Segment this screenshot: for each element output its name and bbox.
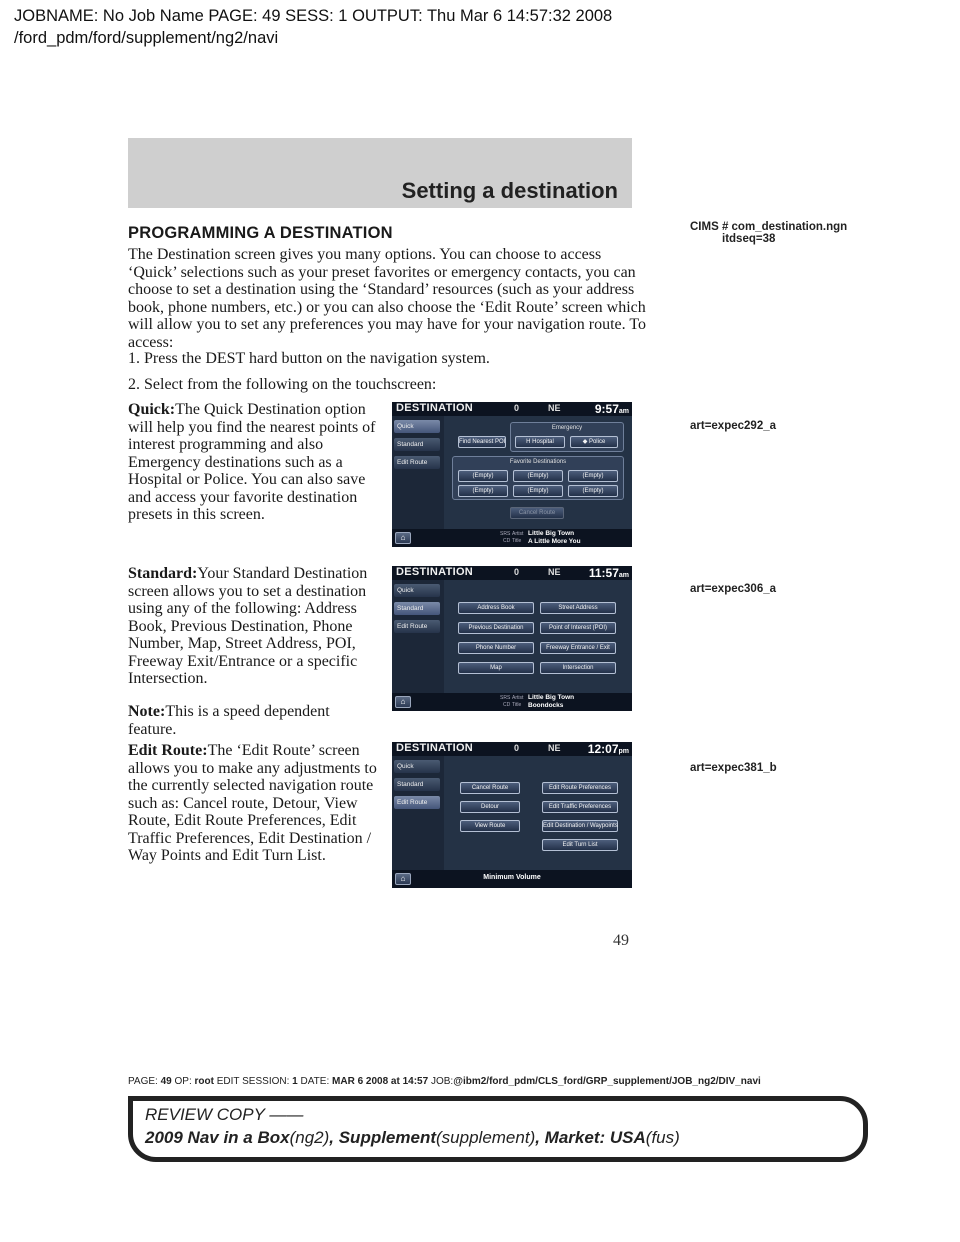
police-label: Police	[588, 439, 606, 445]
job-header-line1: JOBNAME: No Job Name PAGE: 49 SESS: 1 OUTPUT: Thu Mar 6 14:57:32 2008	[14, 7, 613, 25]
home-icon[interactable]: ⌂	[395, 532, 411, 544]
source-line-2: CD	[503, 537, 511, 544]
meta-job-value: @ibm2/ford_pdm/CLS_ford/GRP_supplement/JOB_ng2/DIV_navi	[453, 1076, 761, 1087]
title-key: Title	[512, 537, 522, 544]
edit-route-description	[128, 742, 378, 865]
edit-traffic-preferences-button[interactable]: Edit Traffic Preferences	[542, 801, 618, 813]
job-header-path: /ford_pdm/ford/supplement/ng2/navi	[14, 29, 279, 47]
review-product: 2009 Nav in a Box	[145, 1128, 290, 1147]
favorites-label: Favorite Destinations	[509, 459, 567, 465]
tab-edit-route[interactable]: Edit Route	[394, 620, 440, 633]
now-playing-keys	[512, 531, 523, 544]
edit-term: Edit Route:	[128, 742, 208, 759]
page-number: 49	[613, 932, 629, 949]
now-playing-values	[528, 530, 581, 545]
tab-quick[interactable]: Quick	[394, 584, 440, 597]
freeway-entrance-exit-button[interactable]: Freeway Entrance / Exit	[540, 642, 616, 654]
compass-indicator: NE	[548, 403, 561, 413]
clock	[588, 742, 629, 756]
quick-description	[128, 401, 378, 524]
street-address-button[interactable]: Street Address	[540, 602, 616, 614]
volume-status: Minimum Volume	[483, 874, 541, 881]
review-supplement: Supplement	[338, 1128, 437, 1147]
source-line-1: SRS	[500, 695, 511, 701]
artist-value: Little Big Town	[528, 694, 575, 701]
print-meta-line	[128, 1076, 761, 1087]
compass-indicator: NE	[548, 567, 561, 577]
artist-value: Little Big Town	[528, 530, 575, 537]
previous-destination-button[interactable]: Previous Destination	[458, 622, 534, 634]
detour-button[interactable]: Detour	[460, 801, 520, 813]
clock-time: 9:57	[594, 402, 619, 416]
meta-op-label: OP:	[174, 1076, 192, 1087]
section-title: Setting a destination	[401, 178, 618, 203]
phone-number-button[interactable]: Phone Number	[458, 642, 534, 654]
intro-paragraph: The Destination screen gives you many options. You can choose to access ‘Quick’ selections such as your preset favorites or emergency contacts, you can choose to set a destination using the ‘Standard’ resources (such as your address book, phone numbers, etc.) or you can also choose the ‘Edit Route’ screen which will allow you to set any preferences you may have for your navigation route. To access:	[128, 246, 646, 351]
screen-footer	[392, 870, 632, 888]
review-market: USA	[609, 1128, 646, 1147]
review-supplement-code: (supplement)	[436, 1128, 536, 1147]
step-2: 2. Select from the following on the touchscreen:	[128, 376, 437, 393]
favorite-slot-3[interactable]: (Empty)	[568, 470, 618, 482]
address-book-button[interactable]: Address Book	[458, 602, 534, 614]
clock-ampm: am	[618, 408, 629, 415]
section-banner	[128, 138, 632, 208]
art-label-quick: art=expec292_a	[690, 420, 777, 432]
meta-date-label: DATE:	[300, 1076, 330, 1087]
title-value: Boondocks	[528, 701, 564, 709]
screen-header	[392, 742, 632, 756]
edit-text: The ‘Edit Route’ screen allows you to make any adjustments to the currently selected navigation route such as: Cancel route, Detour, View Route, Edit Route Preferences, Edit Traffic Preferences, Edit Destination / Way Points and Edit Turn List.	[128, 742, 377, 864]
step-1: 1. Press the DEST hard button on the navigation system.	[128, 350, 490, 367]
title-key: Title	[512, 701, 522, 708]
screen-title: DESTINATION	[396, 566, 474, 578]
art-label-edit: art=expec381_b	[690, 762, 777, 774]
standard-destination-screen	[392, 566, 632, 711]
tab-quick[interactable]: Quick	[394, 760, 440, 773]
quick-text: The Quick Destination option will help you find the nearest points of interest programming and also Emergency destinations such as a Hospital or Police. You can also save and access your favorite destination presets in this screen.	[128, 401, 376, 523]
meta-session-value: 1	[292, 1076, 298, 1087]
clock-ampm: pm	[618, 748, 629, 755]
hospital-label: Hospital	[532, 439, 554, 445]
meta-session-label: EDIT SESSION:	[216, 1076, 290, 1087]
clock	[595, 402, 629, 416]
favorite-slot-2[interactable]: (Empty)	[513, 470, 563, 482]
meta-page-value: 49	[160, 1076, 172, 1087]
hospital-icon: H	[526, 439, 533, 445]
home-icon[interactable]: ⌂	[395, 873, 411, 885]
tab-quick[interactable]: Quick	[394, 420, 440, 433]
review-copy-label: REVIEW COPY ——	[145, 1105, 304, 1124]
standard-term: Standard:	[128, 565, 198, 582]
now-playing-keys	[512, 695, 523, 708]
tab-standard[interactable]: Standard	[394, 778, 440, 791]
art-label-standard: art=expec306_a	[690, 583, 777, 595]
status-zero: 0	[514, 403, 520, 413]
screen-tabs	[392, 416, 444, 530]
meta-date-value: MAR 6 2008 at 14:57	[332, 1076, 429, 1087]
screen-header	[392, 566, 632, 580]
note-text: This is a speed dependent feature.	[128, 703, 330, 738]
screen-footer	[392, 693, 632, 711]
review-separator-1: ,	[329, 1128, 339, 1147]
tab-standard[interactable]: Standard	[394, 438, 440, 451]
artist-key: Artist	[512, 695, 524, 701]
now-playing-values	[528, 694, 574, 709]
audio-source	[500, 695, 510, 708]
favorite-slot-4[interactable]: (Empty)	[458, 485, 508, 497]
cancel-route-button[interactable]: Cancel Route	[460, 782, 520, 794]
review-market-code: (fus)	[645, 1128, 680, 1147]
screen-tabs	[392, 580, 444, 694]
artist-key: Artist	[512, 531, 524, 537]
main-heading: PROGRAMMING A DESTINATION	[128, 224, 393, 242]
police-icon: ◆	[582, 439, 589, 445]
meta-job-label: JOB:	[430, 1076, 454, 1087]
meta-op-value: root	[194, 1076, 214, 1087]
map-button[interactable]: Map	[458, 662, 534, 674]
clock-time: 11:57	[588, 566, 619, 580]
favorite-slot-6[interactable]: (Empty)	[568, 485, 618, 497]
title-value: A Little More You	[528, 537, 581, 545]
screen-title: DESTINATION	[396, 402, 474, 414]
screen-title: DESTINATION	[396, 742, 474, 754]
edit-turn-list-button[interactable]: Edit Turn List	[542, 839, 618, 851]
cims-label: CIMS # com_destination.ngn	[690, 221, 848, 233]
audio-source	[500, 531, 510, 544]
standard-text: Your Standard Destination screen allows you to set a destination using any of the following: Address Book, Previous Destination, Phone Number, Map, Street Address, POI, Freeway Exit/Entrance or a specific Intersection.	[128, 565, 368, 687]
edit-route-screen	[392, 742, 632, 888]
source-line-1: SRS	[500, 531, 511, 537]
note-description	[128, 703, 378, 738]
hospital-button[interactable]	[515, 436, 565, 448]
edit-route-preferences-button[interactable]: Edit Route Preferences	[542, 782, 618, 794]
tab-edit-route[interactable]: Edit Route	[394, 456, 440, 469]
clock-ampm: am	[618, 572, 629, 579]
meta-page-label: PAGE:	[128, 1076, 158, 1087]
clock	[589, 566, 629, 580]
poi-button[interactable]: Point of Interest (POI)	[540, 622, 616, 634]
edit-destination-waypoints-button[interactable]: Edit Destination / Waypoints	[542, 820, 618, 832]
screen-footer	[392, 529, 632, 547]
source-line-2: CD	[503, 701, 511, 708]
favorite-slot-5[interactable]: (Empty)	[513, 485, 563, 497]
review-separator-2: , Market:	[535, 1128, 610, 1147]
status-zero: 0	[514, 743, 520, 753]
screen-header	[392, 402, 632, 416]
itdseq-label: itdseq=38	[722, 233, 776, 245]
quick-term: Quick:	[128, 401, 176, 418]
emergency-label: Emergency	[551, 425, 583, 431]
police-button[interactable]	[570, 436, 618, 448]
favorite-slot-1[interactable]: (Empty)	[458, 470, 508, 482]
note-term: Note:	[128, 703, 166, 720]
tab-edit-route[interactable]: Edit Route	[394, 796, 440, 809]
find-nearest-poi-button[interactable]: Find Nearest POI	[458, 436, 506, 448]
quick-destination-screen	[392, 402, 632, 547]
review-product-code: (ng2)	[289, 1128, 330, 1147]
status-zero: 0	[514, 567, 520, 577]
clock-time: 12:07	[587, 742, 619, 756]
screen-tabs	[392, 756, 444, 870]
cancel-route-button[interactable]: Cancel Route	[510, 507, 564, 519]
intersection-button[interactable]: Intersection	[540, 662, 616, 674]
compass-indicator: NE	[548, 743, 561, 753]
tab-standard[interactable]: Standard	[394, 602, 440, 615]
standard-description	[128, 565, 378, 688]
view-route-button[interactable]: View Route	[460, 820, 520, 832]
review-copy-box	[128, 1096, 868, 1162]
review-product-line	[145, 1128, 680, 1148]
home-icon[interactable]: ⌂	[395, 696, 411, 708]
